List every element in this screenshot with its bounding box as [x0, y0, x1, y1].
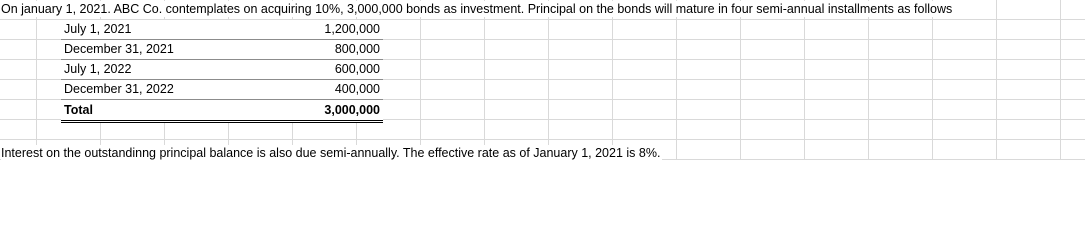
table-row[interactable] [61, 20, 383, 40]
total-row[interactable] [61, 100, 383, 122]
interest-text: Interest on the outstandinng principal balance is also due semi-annually. The effective rate as of January 1, 2021 is 8%. [1, 146, 661, 160]
installment-date[interactable]: December 31, 2021 [61, 40, 257, 60]
intro-text: On january 1, 2021. ABC Co. contemplates on acquiring 10%, 3,000,000 bonds as investment. Principal on the bonds will mature in four semi-annual installments as follows [1, 2, 953, 16]
installment-schedule-table [61, 20, 383, 123]
installment-date[interactable]: July 1, 2021 [61, 20, 257, 40]
table-row[interactable] [61, 60, 383, 80]
installment-amount[interactable]: 1,200,000 [257, 20, 383, 40]
table-row[interactable] [61, 40, 383, 60]
total-amount[interactable]: 3,000,000 [257, 100, 383, 122]
total-label[interactable]: Total [61, 100, 257, 122]
installment-amount[interactable]: 400,000 [257, 80, 383, 100]
table-row[interactable] [61, 80, 383, 100]
installment-date[interactable]: July 1, 2022 [61, 60, 257, 80]
installment-date[interactable]: December 31, 2022 [61, 80, 257, 100]
installment-amount[interactable]: 800,000 [257, 40, 383, 60]
installment-amount[interactable]: 600,000 [257, 60, 383, 80]
